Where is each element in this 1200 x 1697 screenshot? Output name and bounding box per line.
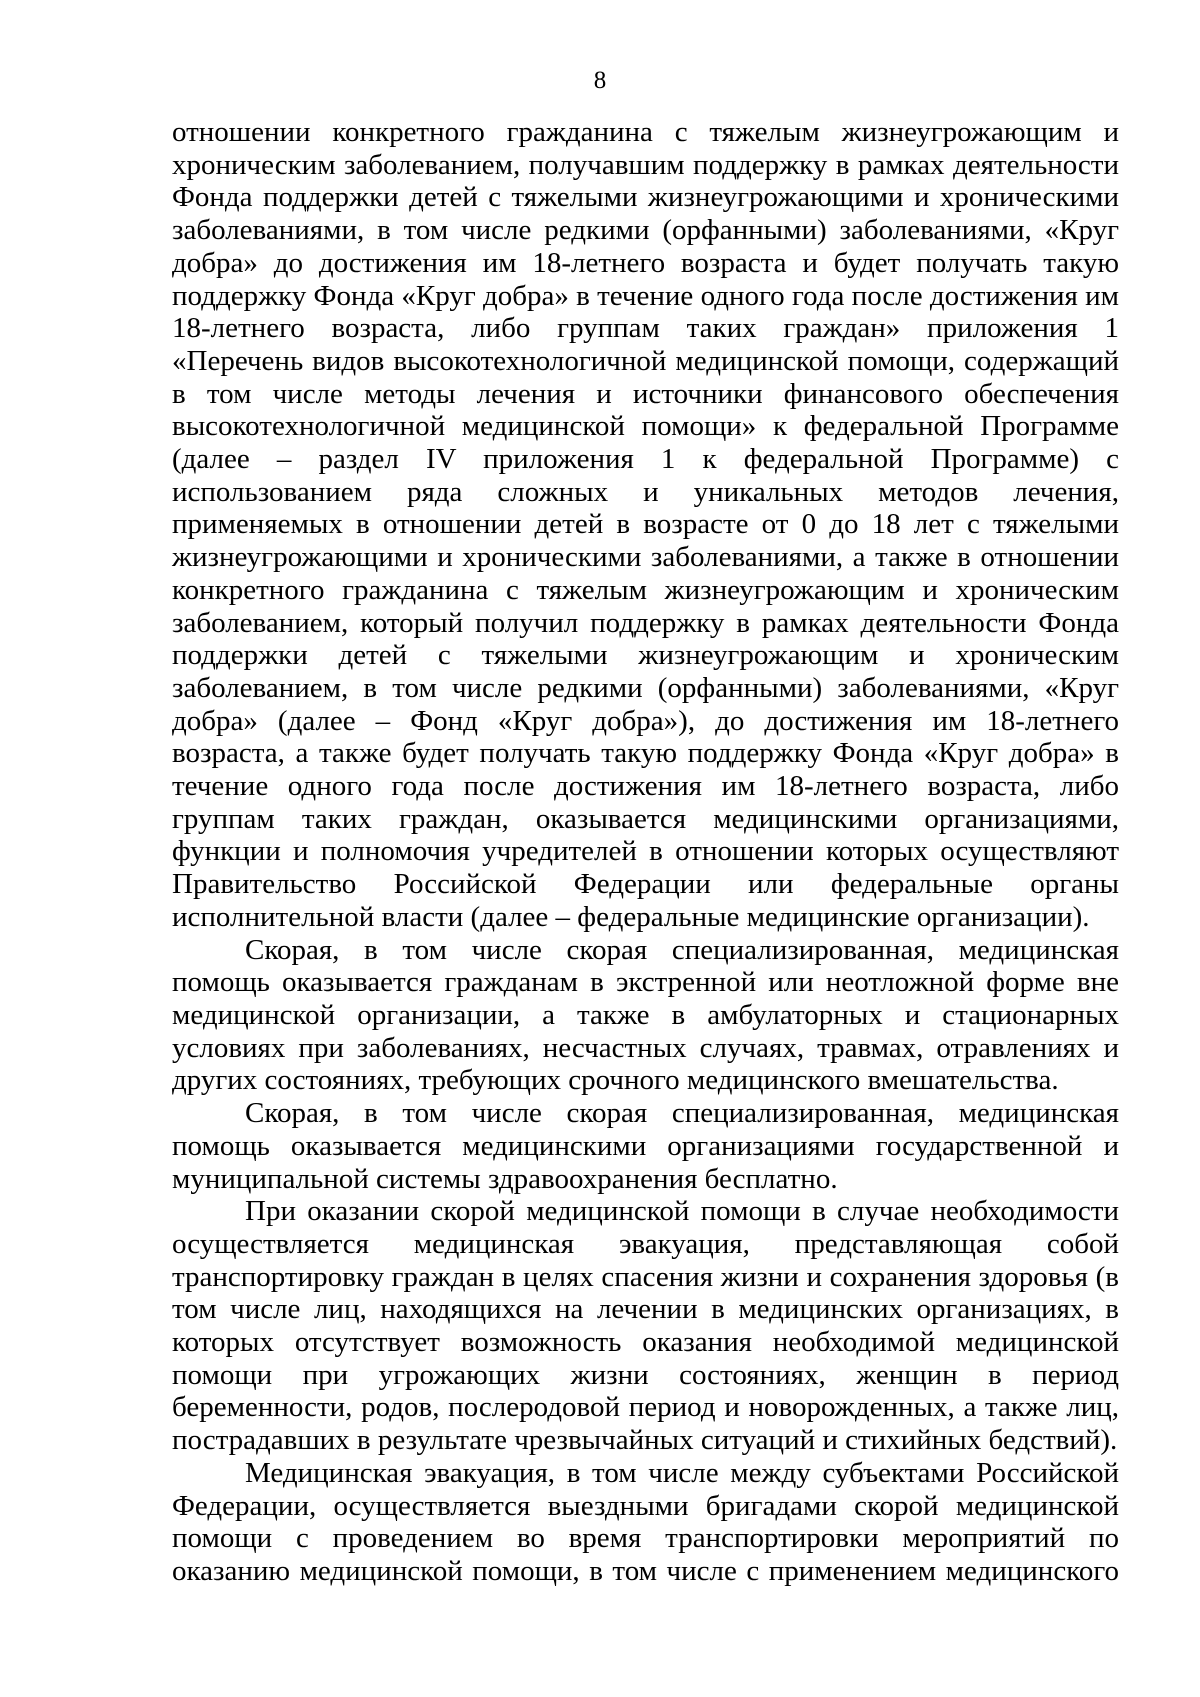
document-body [172, 116, 1119, 1588]
paragraph-emergency-care-forms: Скорая, в том числе скорая специализированная, медицинская помощь оказывается гражданам в экстренной или неотложной форме вне медицинской организации, а также в амбулаторных и стационарных условиях при заболеваниях, несчастных случаях, травмах, отравлениях и других состояниях, требующих срочного медицинского вмешательства. [172, 933, 1119, 1097]
paragraph-continued: отношении конкретного гражданина с тяжелым жизнеугрожающим и хроническим заболеванием, получавшим поддержку в рамках деятельности Фонда поддержки детей с тяжелыми жизнеугрожающими и хроническими заболеваниями, в том числе редкими (орфанными) заболеваниями, «Круг добра» до достижения им 18-летнего возраста и будет получать такую поддержку Фонда «Круг добра» в течение одного года после достижения им 18-летнего возраста, либо группам таких граждан» приложения 1 «Перечень видов высокотехнологичной медицинской помощи, содержащий в том числе методы лечения и источники финансового обеспечения высокотехнологичной медицинской помощи» к федеральной Программе (далее – раздел IV приложения 1 к федеральной Программе) с использованием ряда сложных и уникальных методов лечения, применяемых в отношении детей в возрасте от 0 до 18 лет с тяжелыми жизнеугрожающими и хроническими заболеваниями, а также в отношении конкретного гражданина с тяжелым жизнеугрожающим и хроническим заболеванием, который получил поддержку в рамках деятельности Фонда поддержки детей с тяжелыми жизнеугрожающим и хроническим заболеванием, в том числе редкими (орфанными) заболеваниями, «Круг добра» (далее – Фонд «Круг добра»), до достижения им 18-летнего возраста, а также будет получать такую поддержку Фонда «Круг добра» в течение одного года после достижения им 18-летнего возраста, либо группам таких граждан, оказывается медицинскими организациями, функции и полномочия учредителей в отношении которых осуществляют Правительство Российской Федерации или федеральные органы исполнительной власти (далее – федеральные медицинские организации). [172, 116, 1119, 933]
paragraph-emergency-care-free: Скорая, в том числе скорая специализированная, медицинская помощь оказывается медицинскими организациями государственной и муниципальной системы здравоохранения бесплатно. [172, 1097, 1119, 1195]
paragraph-medical-evacuation: При оказании скорой медицинской помощи в случае необходимости осуществляется медицинская эвакуация, представляющая собой транспортировку граждан в целях спасения жизни и сохранения здоровья (в том числе лиц, находящихся на лечении в медицинских организациях, в которых отсутствует возможность оказания необходимой медицинской помощи при угрожающих жизни состояниях, женщин в период беременности, родов, послеродовой период и новорожденных, а также лиц, пострадавших в результате чрезвычайных ситуаций и стихийных бедствий). [172, 1195, 1119, 1457]
page-number: 8 [593, 67, 607, 94]
paragraph-evacuation-teams: Медицинская эвакуация, в том числе между субъектами Российской Федерации, осуществляется выездными бригадами скорой медицинской помощи с проведением во время транспортировки мероприятий по оказанию медицинской помощи, в том числе с применением медицинского [172, 1456, 1119, 1587]
